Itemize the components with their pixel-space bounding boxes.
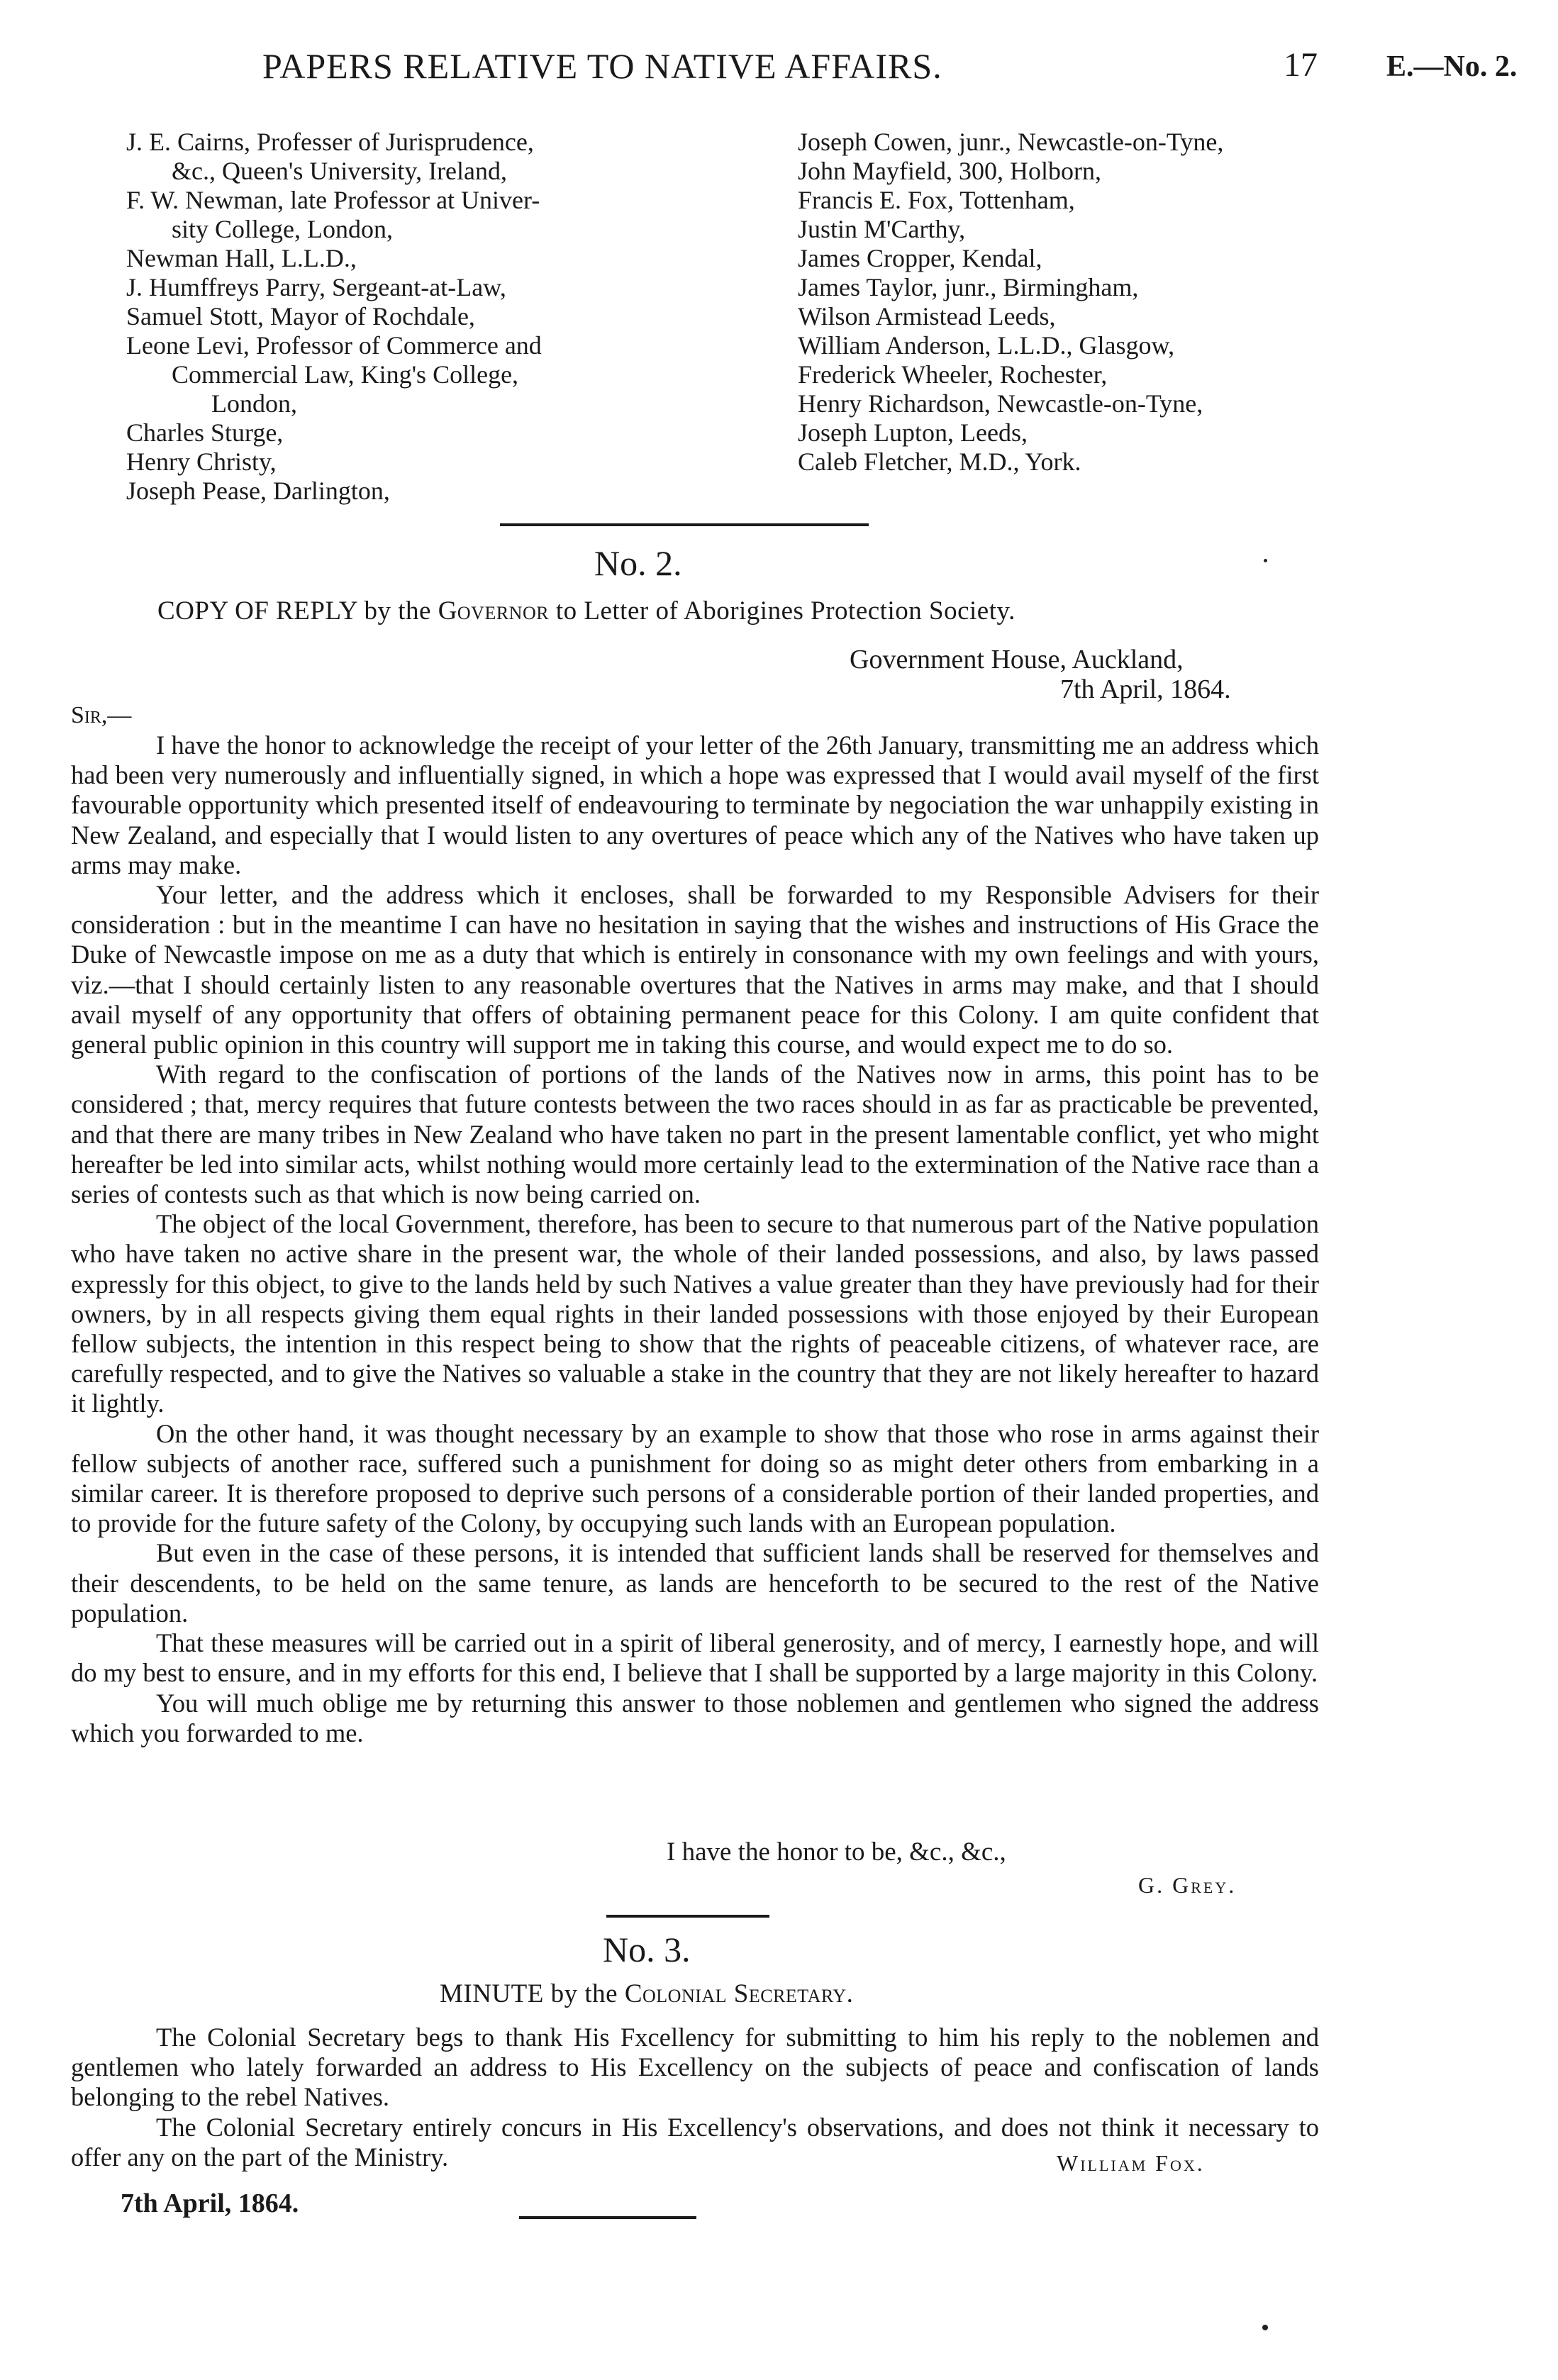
- signatory-line: James Taylor, junr., Birmingham,: [798, 273, 1139, 301]
- print-speck: [1264, 559, 1267, 562]
- section-3-title: [440, 1979, 853, 2009]
- signatory-line: Newman Hall, L.L.D.,: [126, 244, 357, 272]
- signatories-right-column: [798, 128, 1507, 477]
- paper-reference: E.—No. 2.: [1386, 50, 1518, 83]
- signatory-line: Henry Richardson, Newcastle-on-Tyne,: [798, 389, 1203, 418]
- title-suffix: to Letter of Aborigines Protection Society.: [555, 596, 1016, 625]
- signatory-line: Justin M'Carthy,: [798, 215, 966, 243]
- signatory-line: Commercial Law, King's College,: [172, 360, 519, 389]
- title-governor: Governor: [438, 596, 550, 625]
- title-by: by the: [364, 596, 431, 625]
- signatory-line: sity College, London,: [172, 215, 393, 243]
- signatory-line: Joseph Pease, Darlington,: [126, 477, 390, 505]
- paragraph: I have the honor to acknowledge the receipt of your letter of the 26th January, transmitting me an address which had been very numerously and influentially signed, in which a hope was expressed that I would avail myself of the first favourable opportunity which presented itself of endeavouring to terminate by negociation the war unhappily existing in New Zealand, and especially that I would listen to any overtures of peace which any of the Natives who have taken up arms may make.: [71, 730, 1319, 879]
- title-prefix: COPY OF REPLY: [157, 596, 357, 625]
- signatory-line: Frederick Wheeler, Rochester,: [798, 360, 1108, 389]
- section-divider: [500, 523, 869, 526]
- print-speck: [1262, 2325, 1268, 2330]
- sender-address: Government House, Auckland,: [850, 645, 1184, 674]
- title-by: by the: [550, 1979, 618, 2008]
- closing-divider: [519, 2216, 696, 2219]
- paragraph: You will much oblige me by returning this answer to those noblemen and gentlemen who signed the address which you forwarded to me.: [71, 1688, 1319, 1747]
- signatory-line: Henry Christy,: [126, 447, 277, 476]
- section-number-2: No. 2.: [594, 543, 682, 583]
- signatory-line: J. Humffreys Parry, Sergeant-at-Law,: [126, 273, 506, 301]
- signatory-line: Joseph Cowen, junr., Newcastle-on-Tyne,: [798, 128, 1224, 156]
- signatory-line: &c., Queen's University, Ireland,: [172, 157, 508, 185]
- page-number: 17: [1284, 46, 1318, 84]
- paragraph: Your letter, and the address which it encloses, shall be forwarded to my Responsible Advisers for their consideration : but in the meantime I can have no hesitation in saying that the wishes and instructions of His Grace the Duke of Newcastle impose on me as a duty that which is entirely in consonance with my own feelings and with yours, viz.—that I should certainly listen to any reasonable overtures that the Natives in arms may make, and that I should avail myself of any opportunity that offers of obtaining permanent peace for this Colony. I am quite confident that general public opinion in this country will support me in taking this course, and would expect me to do so.: [71, 880, 1319, 1060]
- signatory-line: John Mayfield, 300, Holborn,: [798, 157, 1101, 185]
- minute-date: 7th April, 1864.: [121, 2189, 299, 2218]
- signatory-line: London,: [211, 389, 297, 418]
- running-title: PAPERS RELATIVE TO NATIVE AFFAIRS.: [262, 46, 942, 86]
- signatory-line: Charles Sturge,: [126, 418, 284, 447]
- paragraph: The object of the local Government, therefore, has been to secure to that numerous part of the Native population who have taken no active share in the present war, the whole of their landed possessions, and also, by laws passed expressly for this object, to give to the lands held by such Natives a value greater than they have previously had for their owners, by in all respects giving them equal rights in their landed possessions with those enjoyed by their European fellow subjects, the intention in this respect being to show that the rights of peaceable citizens, of whatever race, are carefully respected, and to give the Natives so valuable a stake in the country that they are not likely hereafter to hazard it lightly.: [71, 1209, 1319, 1418]
- paragraph: That these measures will be carried out in a spirit of liberal generosity, and of mercy, I earnestly hope, and will do my best to ensure, and in my efforts for this end, I believe that I shall be supported by a large majority in this Colony.: [71, 1628, 1319, 1688]
- reply-body: [71, 730, 1319, 1748]
- signatory-line: William Anderson, L.L.D., Glasgow,: [798, 331, 1175, 360]
- title-secretary: Colonial Secretary.: [624, 1979, 854, 2008]
- title-prefix: MINUTE: [440, 1979, 544, 2008]
- letter-date: 7th April, 1864.: [1060, 674, 1231, 704]
- paragraph: With regard to the confiscation of portions of the lands of the Natives now in arms, this point has to be considered ; that, mercy requires that future contests between the two races should in as far as practicable be prevented, and that there are many tribes in New Zealand who have taken no part in the present lamentable conflict, yet who might hereafter be led into similar acts, whilst nothing would more certainly lead to the extermination of the Native race than a series of contests such as that which is now being carried on.: [71, 1060, 1319, 1209]
- signatory-line: Caleb Fletcher, M.D., York.: [798, 447, 1081, 476]
- paragraph: But even in the case of these persons, it is intended that sufficient lands shall be reserved for themselves and their descendents, to be held on the same tenure, as lands are henceforth to be secured to the rest of the Native population.: [71, 1538, 1319, 1628]
- signatory-line: Leone Levi, Professor of Commerce and: [126, 331, 542, 360]
- section-2-title: [157, 596, 1016, 626]
- signatory-line: Joseph Lupton, Leeds,: [798, 418, 1028, 447]
- signatory-line: F. W. Newman, late Professor at Univer-: [126, 186, 540, 214]
- governor-signature: G. Grey.: [1138, 1872, 1237, 1898]
- signatory-line: Francis E. Fox, Tottenham,: [798, 186, 1075, 214]
- salutation: Sir,—: [71, 702, 132, 728]
- signatory-line: Samuel Stott, Mayor of Rochdale,: [126, 302, 475, 330]
- section-divider: [606, 1915, 769, 1918]
- signatories-left-column: [126, 128, 764, 506]
- signatory-line: J. E. Cairns, Professer of Jurisprudence,: [126, 128, 534, 156]
- complimentary-close: I have the honor to be, &c., &c.,: [667, 1837, 1006, 1867]
- paragraph: On the other hand, it was thought necessary by an example to show that those who rose in arms against their fellow subjects of another race, suffered such a punishment for doing so as might deter others from embarking in a similar career. It is therefore proposed to deprive such persons of a considerable portion of their landed properties, and to provide for the future safety of the Colony, by occupying such lands with an European population.: [71, 1418, 1319, 1538]
- section-number-3: No. 3.: [603, 1930, 691, 1969]
- paragraph: The Colonial Secretary entirely concurs in His Excellency's observations, and does not think it necessary to offer any on the part of the Ministry.: [71, 2112, 1319, 2172]
- signatory-line: James Cropper, Kendal,: [798, 244, 1042, 272]
- signatory-line: Wilson Armistead Leeds,: [798, 302, 1056, 330]
- paragraph: The Colonial Secretary begs to thank His Fxcellency for submitting to him his reply to the noblemen and gentlemen who lately forwarded an address to His Excellency on the subjects of peace and confiscation of lands belonging to the rebel Natives.: [71, 2023, 1319, 2112]
- colonial-secretary-signature: William Fox.: [1057, 2150, 1205, 2176]
